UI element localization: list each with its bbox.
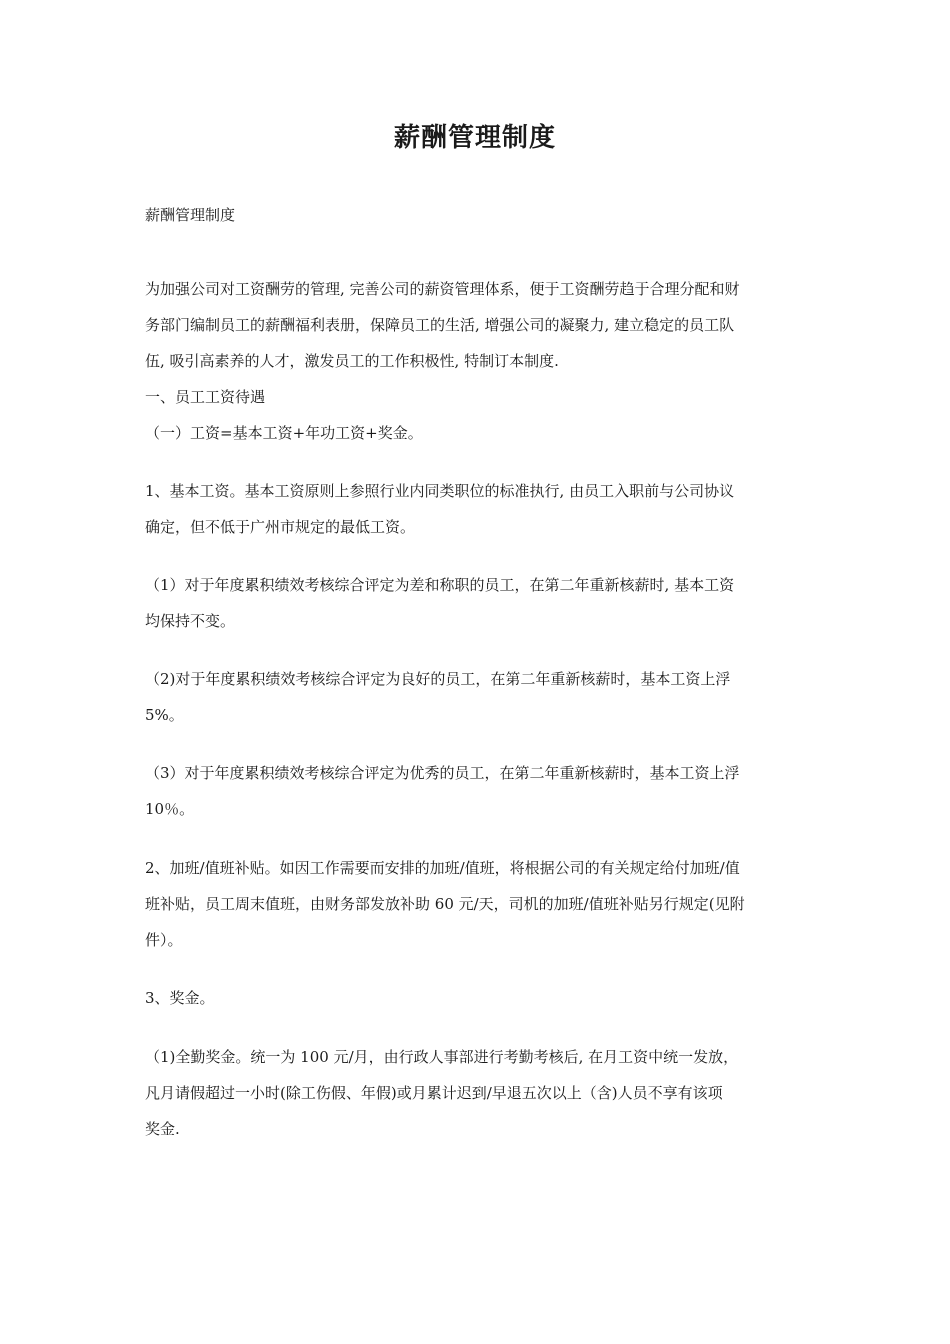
item3-line-1: （3）对于年度累积绩效考核综合评定为优秀的员工，在第二年重新核薪时，基本工资上浮 xyxy=(145,764,740,782)
intro-line-1: 为加强公司对工资酬劳的管理, 完善公司的薪资管理体系，便于工资酬劳趋于合理分配和财 xyxy=(145,280,740,298)
item1-line-1: （1）对于年度累积绩效考核综合评定为差和称职的员工，在第二年重新核薪时, 基本工资 xyxy=(145,576,735,594)
subtitle: 薪酬管理制度 xyxy=(145,206,236,224)
document-title: 薪酬管理制度 xyxy=(393,123,556,153)
overtime-line-2: 班补贴，员工周末值班，由财务部发放补助 60 元/天，司机的加班/值班补贴另行规定(见附 xyxy=(145,895,745,913)
attendance-bonus-line-2: 凡月请假超过一小时(除工伤假、年假)或月累计迟到/早退五次以上（含)人员不享有该项 xyxy=(145,1084,723,1102)
item3-line-2: 10％。 xyxy=(145,800,195,818)
salary-formula: （一）工资=基本工资+年功工资+奖金。 xyxy=(145,424,423,442)
basic-salary-line-2: 确定，但不低于广州市规定的最低工资。 xyxy=(145,518,416,536)
item2-line-2: 5%。 xyxy=(145,706,184,724)
attendance-bonus-line-1: （1)全勤奖金。统一为 100 元/月，由行政人事部进行考勤考核后, 在月工资中统一发放， xyxy=(145,1048,739,1066)
item1-line-2: 均保持不变。 xyxy=(145,612,236,630)
overtime-line-3: 件）。 xyxy=(145,931,183,949)
attendance-bonus-line-3: 奖金. xyxy=(145,1120,180,1138)
overtime-line-1: 2、加班/值班补贴。如因工作需要而安排的加班/值班，将根据公司的有关规定给付加班/值 xyxy=(145,859,740,877)
basic-salary-line-1: 1、基本工资。基本工资原则上参照行业内同类职位的标准执行, 由员工入职前与公司协议 xyxy=(145,482,735,500)
item2-line-1: （2)对于年度累积绩效考核综合评定为良好的员工，在第二年重新核薪时，基本工资上浮 xyxy=(145,670,731,688)
section-heading: 一、员工工资待遇 xyxy=(145,388,266,406)
intro-line-3: 伍, 吸引高素养的人才，激发员工的工作积极性, 特制订本制度. xyxy=(145,352,559,370)
bonus-heading: 3、奖金。 xyxy=(145,989,215,1007)
intro-line-2: 务部门编制员工的薪酬福利表册，保障员工的生活, 增强公司的凝聚力, 建立稳定的员工队 xyxy=(145,316,735,334)
